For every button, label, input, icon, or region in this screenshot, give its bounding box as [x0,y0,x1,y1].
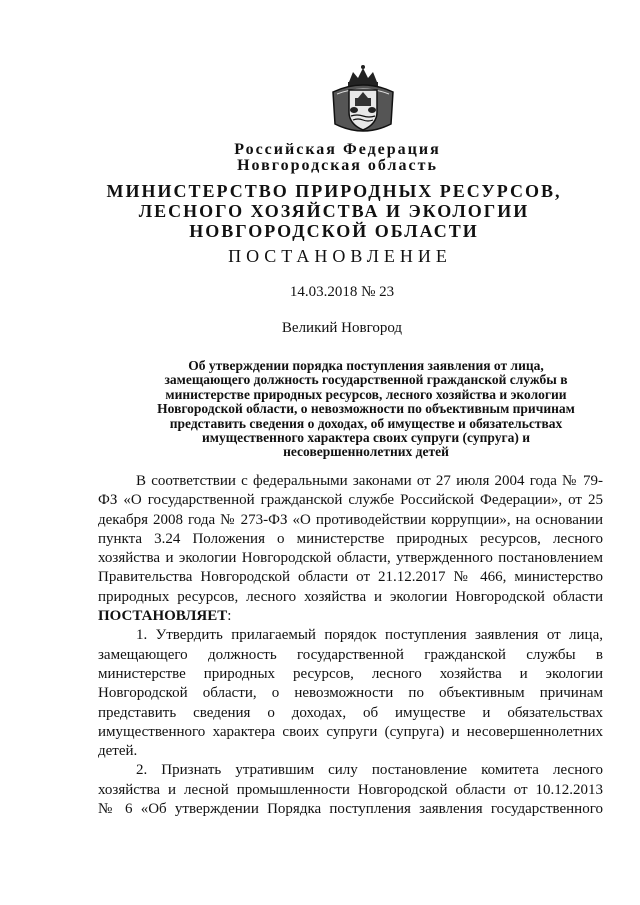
preamble-line: декабря 2008 года № 273-ФЗ «О противодействии коррупции», на основании [98,511,603,528]
document-city: Великий Новгород [281,320,403,336]
document-date-number: 14.03.2018 № 23 [289,284,395,300]
resolves-line [98,607,603,626]
item-1-line: министерстве природных ресурсов, лесного хозяйства и экологии [98,665,603,682]
item-2-line: хозяйства и лесной промышленности Новгородской области от 10.12.2013 [98,781,603,798]
preamble-line: Правительства Новгородской области от 21.12.2017 № 466, министерство [98,569,603,586]
subject-line: имущественного характера своих супруги (супруга) и [201,430,531,446]
ministry-title [0,181,640,241]
subject-line: Новгородской области, о невозможности по объективным причинам [157,401,575,417]
subject-line: Об утверждении порядка поступления заявления от лица, [188,358,544,373]
preamble-line: природных ресурсов, лесного хозяйства и экологии Новгородской области [98,588,603,605]
item-1-line: имущественного характера своих супруги (супруга) и несовершеннолетних [98,723,603,740]
ministry-title-line: ЛЕСНОГО ХОЗЯЙСТВА И ЭКОЛОГИИ [138,201,530,221]
resolves-word: ПОСТАНОВЛЯЕТ [98,608,228,625]
resolves-colon: : [227,608,232,625]
item-1-line: представить сведения о доходах, об имуществе и обязательствах [98,704,603,721]
item-1-line: 1. Утвердить прилагаемый порядок поступления заявления от лица, [136,627,603,644]
subject-line: замещающего должность государственной гражданской службы в [164,372,568,388]
region-name: Новгородская область [237,157,438,174]
subject-line: представить сведения о доходах, об имуществе и обязательствах [169,415,563,431]
coat-of-arms-emblem [325,64,401,140]
preamble-line: хозяйства и экологии Новгородской области, утвержденного постановлением [98,550,603,567]
item-1-line: замещающего должность государственной гражданской службы в [98,646,603,663]
ministry-title-line: МИНИСТЕРСТВО ПРИРОДНЫХ РЕСУРСОВ, [106,181,562,201]
item-1-line: Новгородской области, о невозможности по объективным причинам [98,685,603,702]
item-2-line: № 6 «Об утверждении Порядка поступления заявления государственного [98,801,603,818]
document-subject [128,359,604,460]
subject-line: министерстве природных ресурсов, лесного хозяйства и экологии [165,386,567,402]
coat-of-arms-icon [325,64,401,140]
document-body [98,472,603,819]
item-2-line: 2. Признать утратившим силу постановление комитета лесного [136,762,603,779]
preamble-line: пункта 3.24 Положения о министерстве природных ресурсов, лесного [98,530,603,547]
preamble-line: ФЗ «О государственной гражданской службе Российской Федерации», от 25 [98,492,603,509]
preamble-line: В соответствии с федеральными законами от 27 июля 2004 года № 79- [136,473,603,489]
country-name: Российская Федерация [234,141,441,158]
item-1-line: детей. [98,743,138,760]
document-type: ПОСТАНОВЛЕНИЕ [228,246,452,266]
subject-line: несовершеннолетних детей [283,444,449,460]
ministry-title-line: НОВГОРОДСКОЙ ОБЛАСТИ [189,221,479,241]
